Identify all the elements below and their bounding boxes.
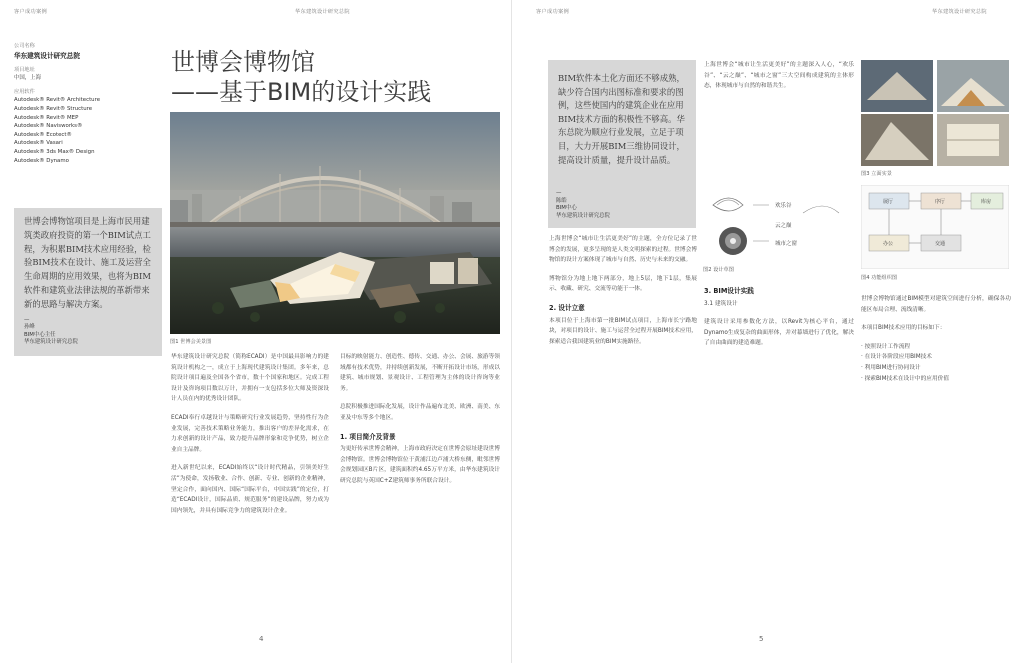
project-info-sidebar	[14, 40, 154, 165]
goal-item: · 在设计各阶段应用BIM技术	[861, 354, 932, 361]
right-column-3	[861, 294, 1011, 632]
software-item: Autodesk® Navisworks®	[14, 123, 83, 130]
sketch-label: 欢乐谷	[775, 203, 792, 209]
diagram-node: 办公	[883, 241, 894, 247]
design-sketch	[703, 183, 845, 265]
diagram-node: 展厅	[883, 199, 894, 205]
paragraph: 建筑设计采用参数化方法，以Revit为核心平台，通过Dynamo生成复杂的曲面形体，并对幕墙进行了优化，解决了自由曲面的建造难题。	[704, 319, 854, 347]
location-label: 项目地址	[14, 66, 35, 73]
goal-item: · 按照设计工作流程	[861, 343, 911, 350]
pull-quote-signature	[24, 317, 152, 347]
left-running-header-company: 华东建筑设计研究总院	[295, 9, 350, 15]
sketch-caption: 图2 设计草图	[703, 267, 734, 273]
paragraph: 进入新世纪以来，ECADI始终以“设计时代精品，引领美好生活”为使命，发扬敬业、合作、创新、专业、创新的企业精神，坚定合作，面向国内、国际“国际平台，中国实践”的定位，打造“ECADI设计，国际品质、规范服务”的建设品牌，努力成为国内领先，并具有国际竞争力的建筑设计企业。	[171, 465, 329, 514]
photos-caption: 图3 立面实景	[861, 171, 892, 177]
paragraph: 博物馆分为地上地下两部分，地上5层，地下1层，集展示、收藏、研究、交流等功能于一体。	[549, 275, 697, 293]
software-item: Autodesk® Dynamo	[14, 157, 69, 164]
design-sketch-figure	[703, 183, 845, 265]
quote-dash: —	[24, 316, 30, 323]
paragraph: 本项目位于上海市第一批BIM试点项目，上海市长宁路地块，对项目的设计、施工与运营全过程开展BIM技术应用，探索适合我国建筑业的BIM实施路径。	[549, 317, 697, 345]
right-column-2-bottom	[704, 280, 854, 632]
hero-caption: 图1 世博会美景图	[170, 339, 212, 345]
right-column-2-top	[704, 60, 854, 176]
software-item: Autodesk® Vasari	[14, 140, 63, 147]
section-heading: 2. 设计立意	[549, 303, 585, 312]
paragraph: 华东建筑设计研究总院（简称ECADI）是中国最具影响力的建筑设计机构之一，成立于上海现代建筑设计集团。多年来，总院设计项目遍及全国各个省市，数十个国家和地区。完成工程设计及咨询项目数以万计，并拥有一支包括多位大师及资深设计人员在内的优秀设计团队。	[171, 354, 329, 403]
hero-rendering-image	[170, 112, 500, 334]
section-heading: 1. 项目简介及背景	[340, 432, 396, 441]
location-value: 中国，上海	[14, 75, 41, 82]
quote-role: BIM中心主任	[24, 331, 56, 338]
sketch-label: 云之巅	[775, 223, 792, 229]
left-column-2	[340, 352, 500, 630]
pull-quote-text: BIM软件本土化方面还不够成熟，缺少符合国内出图标准和要求的图例，这些使国内的建筑企业在应用BIM技术方面的积极性不够高。华东总院为顺应行业发展，立足于项目，大力开展BIM三维协同设计，提高设计质量，提升设计品质。	[558, 73, 685, 165]
quote-org: 华东建筑设计研究总院	[24, 339, 78, 346]
diagram-node: 交通	[935, 241, 946, 247]
software-item: Autodesk® 3ds Max® Design	[14, 148, 95, 155]
left-column-1	[171, 352, 329, 630]
software-label: 应用软件	[14, 88, 35, 95]
software-item: Autodesk® Revit® Architecture	[14, 97, 101, 104]
subsection-heading: 3.1 建筑设计	[704, 300, 738, 307]
article-title	[171, 47, 431, 107]
paragraph: 上海世博会“城市让生活更美好”的主题深入人心，“欢乐谷”、“云之巅”、“城市之窗”三大空间构成建筑的主体形态，体现城市与自然的和谐共生。	[704, 62, 854, 90]
goal-item: · 探索BIM技术在设计中的应用价值	[861, 375, 950, 382]
paragraph: 世博会博物馆通过BIM模型对建筑空间进行分析，确保各功能区布局合理、流线清晰。	[861, 296, 1011, 313]
function-diagram	[861, 185, 1009, 269]
expo-museum-rendering	[170, 112, 500, 334]
company-label: 公司名称	[14, 43, 35, 49]
diagram-node: 库房	[981, 199, 992, 205]
left-running-header-section: 客户成功案例	[14, 9, 47, 15]
pull-quote-text: 世博会博物馆项目是上海市民用建筑类政府投资的第一个BIM试点工程，为积累BIM技术应用经验，检验BIM技术在设计、施工及运营全生命周期的应用效果，也将为BIM软件和建筑业法律法规的革新带来新的思路与解决方案。	[24, 216, 151, 309]
quote-org: 华东建筑设计研究总院	[556, 212, 610, 219]
quote-signer: 孙峰	[24, 324, 35, 331]
right-running-header-section: 客户成功案例	[536, 9, 569, 15]
right-running-header-company: 华东建筑设计研究总院	[932, 9, 987, 15]
section-heading: 3. BIM设计实践	[704, 287, 754, 295]
left-page-number: 4	[259, 635, 264, 643]
right-column-1	[549, 234, 697, 632]
software-item: Autodesk® Revit® Structure	[14, 105, 93, 112]
company-name: 华东建筑设计研究总院	[14, 51, 80, 60]
paragraph: 上海世博会“城市让生活更美好”的主题，全方位记录了世博会的发展，更多呈现的是人类文明探索的过程。世博会博物馆的设计方案体现了城市与自然、历史与未来的交融。	[549, 236, 697, 264]
title-line-2: ——基于BIM的设计实践	[171, 78, 432, 106]
right-pull-quote-signature	[556, 190, 610, 220]
diagram-node: 序厅	[935, 199, 946, 205]
paragraph: 为更好传承世博会精神，上海市政府决定在世博会原址建设世博会博物馆。世博会博物馆位于黄浦江边卢浦大桥东侧，毗邻世博会规划园区B片区，建筑面积约4.65万平方米，由华东建筑设计研究总院与英国C+Z建筑师事务所联合设计。	[340, 446, 500, 484]
paragraph: 本项目BIM技术应用的目标如下：	[861, 325, 946, 332]
title-line-1: 世博会博物馆	[171, 48, 315, 76]
paragraph: 目标的映射能力、创造性、德传、交通、办公、会展、旅游等领域都有技术优势，并持续创新发展，不断开拓设计市场，形成以建筑、城市规划、景观设计、工程管理为主体的设计咨询等业务。	[340, 354, 500, 392]
sketch-label: 城市之窗	[775, 241, 798, 247]
right-page-number: 5	[759, 635, 764, 643]
paragraph: 总院积极推进国际化发展，设计作品遍布北美、欧洲、南美、东亚及中东等多个地区。	[340, 404, 500, 421]
facade-photos-figure	[861, 60, 1009, 166]
quote-role: BIM中心	[556, 205, 577, 212]
software-item: Autodesk® Ecotect®	[14, 131, 72, 138]
facade-photos	[861, 60, 1009, 166]
paragraph: ECADI奉行卓越设计与策略研究行业发展趋势，坚持性行为企业发展，完善技术策略业务能力，推出客户的差异化需求，在力求创新的设计产品，致力提升品牌形象和竞争优势，树立企业自主品牌。	[171, 414, 329, 453]
diagram-caption: 图4 功能组织图	[861, 275, 898, 281]
software-item: Autodesk® Revit® MEP	[14, 114, 79, 121]
quote-signer: 陈皓	[556, 197, 567, 204]
quote-dash: —	[556, 190, 562, 196]
left-pull-quote	[14, 208, 162, 356]
function-diagram-figure	[861, 185, 1009, 269]
goal-item: · 利用BIM进行协同设计	[861, 364, 921, 371]
